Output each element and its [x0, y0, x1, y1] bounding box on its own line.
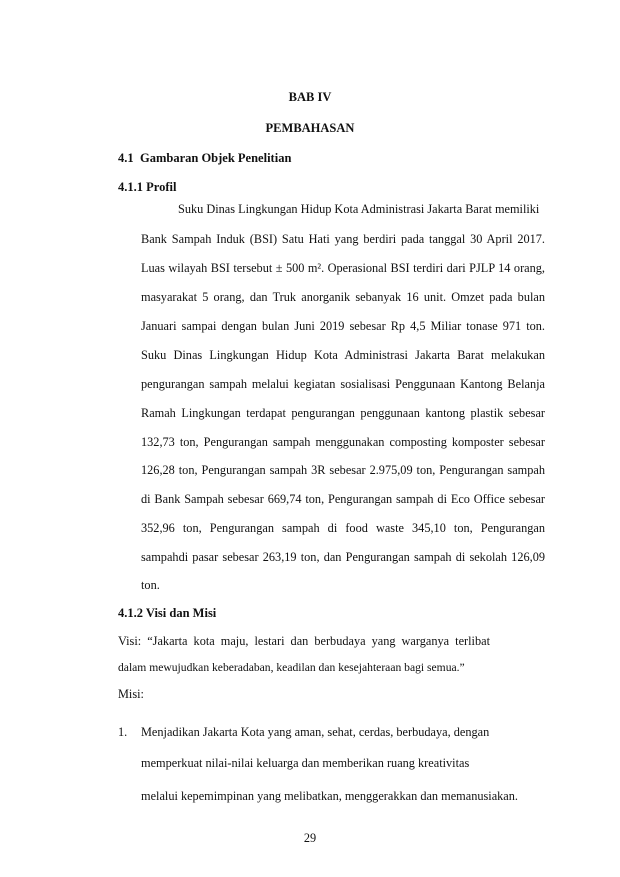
profil-line: Suku Dinas Lingkungan Hidup Kota Administrasi Jakarta Barat melakukan	[141, 348, 545, 362]
misi-label: Misi:	[118, 687, 144, 701]
profil-line: di Bank Sampah sebesar 669,74 ton, Pengurangan sampah di Eco Office sebesar	[141, 492, 545, 506]
subsection-visi-heading: 4.1.2 Visi dan Misi	[118, 606, 217, 620]
profil-line: Suku Dinas Lingkungan Hidup Kota Administrasi Jakarta Barat memiliki	[178, 202, 540, 216]
profil-line: pengurangan sampah melalui kegiatan sosialisasi Penggunaan Kantong Belanja	[141, 377, 545, 391]
profil-line: Luas wilayah BSI tersebut ± 500 m². Operasional BSI terdiri dari PJLP 14 orang,	[141, 261, 545, 275]
profil-line: ton.	[141, 578, 160, 592]
misi-item-number: 1.	[118, 725, 128, 739]
profil-line: masyarakat 5 orang, dan Truk anorganik sebanyak 16 unit. Omzet pada bulan	[141, 290, 545, 304]
chapter-title: PEMBAHASAN	[265, 121, 355, 135]
misi-item-line: memperkuat nilai-nilai keluarga dan memberikan ruang kreativitas	[141, 756, 470, 770]
profil-line: 352,96 ton, Pengurangan sampah di food waste 345,10 ton, Pengurangan	[141, 521, 545, 535]
profil-line: Bank Sampah Induk (BSI) Satu Hati yang berdiri pada tanggal 30 April 2017.	[141, 232, 545, 246]
chapter-label: BAB IV	[288, 90, 332, 104]
misi-item-line: melalui kepemimpinan yang melibatkan, menggerakkan dan memanusiakan.	[141, 789, 518, 803]
profil-line: sampahdi pasar sebesar 263,19 ton, dan Pengurangan sampah di sekolah 126,09	[141, 550, 545, 564]
misi-item-line: Menjadikan Jakarta Kota yang aman, sehat, cerdas, berbudaya, dengan	[141, 725, 490, 739]
profil-line: Januari sampai dengan bulan Juni 2019 sebesar Rp 4,5 Miliar tonase 971 ton.	[141, 319, 545, 333]
visi-line: dalam mewujudkan keberadaban, keadilan dan kesejahteraan bagi semua.”	[118, 661, 465, 674]
visi-line: Visi: “Jakarta kota maju, lestari dan berbudaya yang warganya terlibat	[118, 634, 490, 648]
profil-line: Ramah Lingkungan terdapat pengurangan penggunaan kantong plastik sebesar	[141, 406, 545, 420]
profil-line: 132,73 ton, Pengurangan sampah menggunakan composting komposter sebesar	[141, 435, 545, 449]
subsection-profil-heading: 4.1.1 Profil	[118, 180, 177, 194]
profil-line: 126,28 ton, Pengurangan sampah 3R sebesar 2.975,09 ton, Pengurangan sampah	[141, 463, 545, 477]
section-number: 4.1	[118, 151, 134, 165]
section-title: Gambaran Objek Penelitian	[140, 151, 292, 165]
page-number: 29	[303, 831, 317, 845]
